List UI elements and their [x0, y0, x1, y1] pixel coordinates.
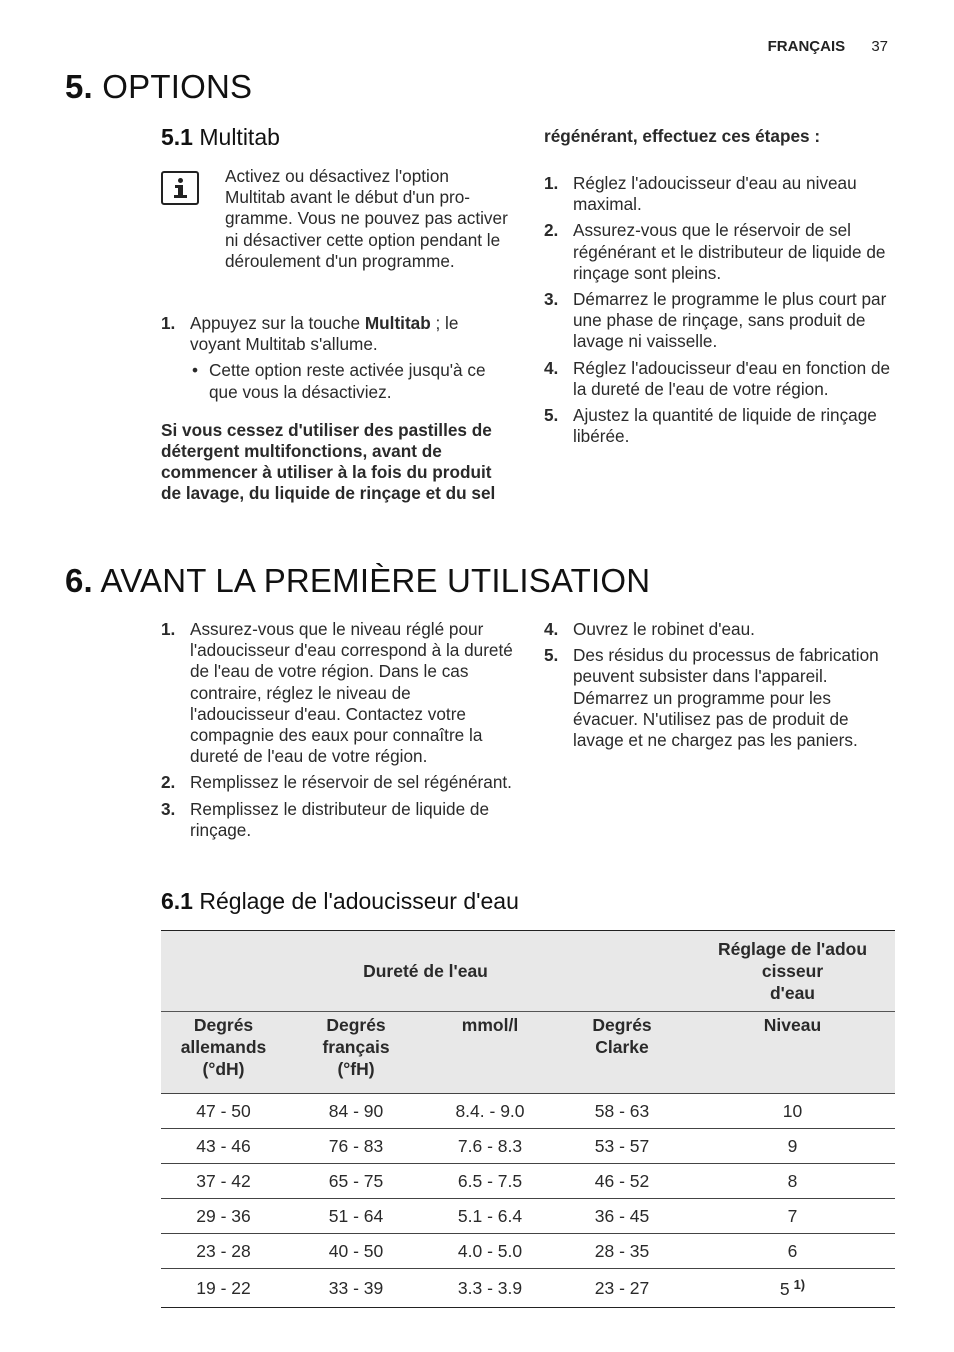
table-row: 47 - 50 84 - 90 8.4. - 9.0 58 - 63 10	[161, 1094, 895, 1129]
info-note-text: Activez ou désactivez l'option Multitab avant le début d'un programme. Vous ne pouvez pas activer ni désactiver cette option pendant le déroulement d'un programme.	[225, 166, 508, 271]
list-item: 1. Assurez-vous que le niveau réglé pour l'adoucisseur d'eau correspond à la dureté de l'eau de votre région. Dans le cas contraire, réglez le niveau de l'adoucisseur d'eau. Contactez votre compagnie des eaux pour connaître la dureté de l'eau de votre région.	[161, 619, 513, 767]
list-item: 3. Démarrez le programme le plus court par une phase de rinçage, sans produit de lavage ni vaisselle.	[544, 289, 887, 352]
col-header-level: Niveau	[690, 1012, 895, 1094]
subsection-5-1-heading: Multitab	[199, 124, 280, 150]
page-number: 37	[871, 38, 888, 55]
section-5-heading: OPTIONS	[102, 68, 253, 105]
list-item: 2. Remplissez le réservoir de sel régénérant.	[161, 772, 512, 793]
warning-paragraph-part1: Si vous cessez d'utiliser des pastilles de détergent multifonctions, avant de commencer à utiliser à la fois du produit de lavage, du liquide de rinçage et du sel	[161, 419, 496, 504]
list-item: 1. Réglez l'adoucisseur d'eau au niveau maximal.	[544, 173, 857, 215]
list-item: 5. Ajustez la quantité de liquide de rinçage libérée.	[544, 405, 877, 447]
first-use-steps-left	[161, 619, 513, 841]
col-header-mmol: mmol/l	[426, 1012, 554, 1094]
info-icon	[161, 171, 199, 205]
header-language: FRANÇAIS	[767, 38, 846, 55]
list-item: 3. Remplissez le distributeur de liquide de rinçage.	[161, 798, 490, 840]
col-header-clarke-degrees: Degrés Clarke	[554, 1012, 690, 1094]
section-5-title	[65, 68, 252, 106]
list-item: 5. Des résidus du processus de fabrication peuvent subsister dans l'appareil. Démarrez un programme pour les évacuer. N'utilisez pas de produit de lavage et ne chargez pas les paniers.	[544, 645, 879, 751]
section-5-right-column	[544, 126, 900, 452]
section-6-title	[65, 562, 650, 600]
section-6-heading: AVANT LA PREMIÈRE UTILISATION	[100, 562, 651, 599]
table-subheader-row	[161, 1012, 895, 1094]
list-item: 4. Réglez l'adoucisseur d'eau en fonction de la dureté de l'eau de votre région.	[544, 357, 891, 399]
first-use-steps-right	[544, 619, 894, 751]
table-row: 37 - 42 65 - 75 6.5 - 7.5 46 - 52 8	[161, 1164, 895, 1199]
subsection-6-1-title	[161, 888, 519, 915]
table-header-row	[161, 931, 895, 1012]
section-6-left-column	[161, 619, 513, 846]
water-hardness-header: Dureté de l'eau	[161, 931, 690, 1012]
subsection-6-1-number: 6.1	[161, 888, 193, 914]
subsection-5-1-title	[161, 124, 280, 151]
col-header-german-degrees: Degrés allemands (°dH)	[161, 1012, 286, 1094]
list-item: 1. Appuyez sur la touche Multitab ; le voyant Multitab s'allume.	[161, 313, 459, 355]
bullet-item: • Cette option reste activée jusqu'à ce que vous la désactiviez.	[190, 360, 511, 402]
warning-paragraph-part2: régénérant, effectuez ces étapes :	[544, 126, 821, 146]
page-header	[768, 38, 888, 55]
table-row: 23 - 28 40 - 50 4.0 - 5.0 28 - 35 6	[161, 1234, 895, 1269]
subsection-6-1-heading: Réglage de l'adoucisseur d'eau	[199, 888, 519, 914]
section-5-left-column	[161, 313, 511, 505]
level-value: 5	[779, 1278, 790, 1299]
water-softener-table	[161, 930, 895, 1308]
multitab-key-label: Multitab	[364, 313, 431, 333]
list-item: 4. Ouvrez le robinet d'eau.	[544, 619, 755, 639]
section-6-right-column	[544, 619, 894, 756]
table-row: 43 - 46 76 - 83 7.6 - 8.3 53 - 57 9	[161, 1129, 895, 1164]
footnote-mark: 1)	[793, 1276, 806, 1292]
table-row: 29 - 36 51 - 64 5.1 - 6.4 36 - 45 7	[161, 1199, 895, 1234]
section-5-number: 5.	[65, 68, 93, 105]
softener-setting-header: Réglage de l'adou cisseur d'eau	[690, 931, 895, 1012]
list-item: 2. Assurez-vous que le réservoir de sel régénérant et le distributeur de liquide de rinçage sont pleins.	[544, 220, 886, 283]
section-6-number: 6.	[65, 562, 93, 599]
preparation-steps	[544, 173, 900, 447]
col-header-french-degrees: Degrés français (°fH)	[286, 1012, 426, 1094]
subsection-5-1-number: 5.1	[161, 124, 193, 150]
table-row: 19 - 22 33 - 39 3.3 - 3.9 23 - 27 5 $^{1)}$	[161, 1269, 895, 1308]
multitab-steps	[161, 313, 511, 355]
